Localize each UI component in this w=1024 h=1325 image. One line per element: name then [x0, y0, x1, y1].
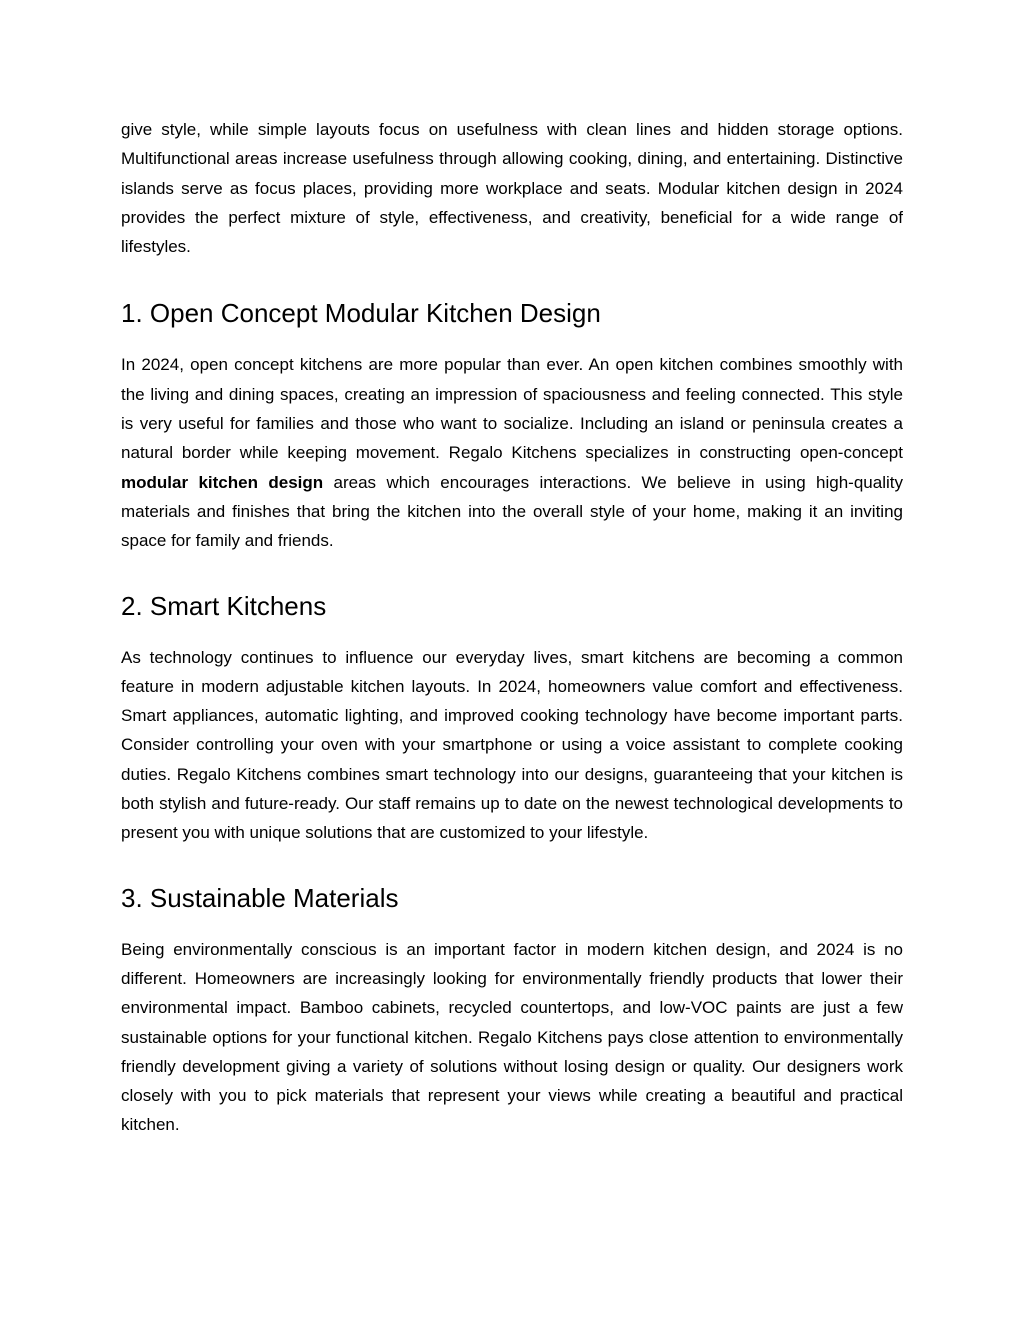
section-heading-sustainable-materials: 3. Sustainable Materials — [121, 882, 399, 913]
intro-paragraph: give style, while simple layouts focus on usefulness with clean lines and hidden storage options. Multifunctional areas increase usefulness through allowing cooking, dining, and entertaining. Distinctive islands serve as focus places, providing more workplace and seats. Modular kitchen design in 2024 provides the perfect mixture of style, effectiveness, and creativity, beneficial for a wide range of lifestyles. — [121, 120, 903, 257]
body-text: In 2024, open concept kitchens are more popular than ever. An open kitchen combines smoothly with the living and dining spaces, creating an impression of spaciousness and feeling connected. This style is very useful for families and those who want to socialize. Including an island or peninsula creates a natural border while keeping movement. Regalo Kitchens specializes in constructing open-concept — [121, 355, 903, 463]
section-body-open-concept — [121, 350, 903, 555]
bold-keyword: modular kitchen design — [121, 472, 324, 492]
section-body-sustainable-materials: Being environmentally conscious is an important factor in modern kitchen design, and 2024 is no different. Homeowners are increasingly looking for environmentally friendly products that lower their environmental impact. Bamboo cabinets, recycled countertops, and low-VOC paints are just a few sustainable options for your functional kitchen. Regalo Kitchens pays close attention to environmentally friendly development giving a variety of solutions without losing design or quality. Our designers work closely with you to pick materials that represent your views while creating a beautiful and practical kitchen. — [121, 939, 903, 1135]
section-heading-smart-kitchens: 2. Smart Kitchens — [121, 590, 327, 621]
section-heading-open-concept: 1. Open Concept Modular Kitchen Design — [121, 298, 601, 329]
body-text: areas which encourages interactions. We believe in using high-quality materials and finishes that bring the kitchen into the overall style of your home, making it an inviting space for family and friends. — [121, 472, 903, 551]
section-body-smart-kitchens: As technology continues to influence our everyday lives, smart kitchens are becoming a common feature in modern adjustable kitchen layouts. In 2024, homeowners value comfort and effectiveness. Smart appliances, automatic lighting, and improved cooking technology have become important parts. Consider controlling your oven with your smartphone or using a voice assistant to complete cooking duties. Regalo Kitchens combines smart technology into our designs, guaranteeing that your kitchen is both stylish and future-ready. Our staff remains up to date on the newest technological developments to present you with unique solutions that are customized to your lifestyle. — [121, 647, 903, 843]
